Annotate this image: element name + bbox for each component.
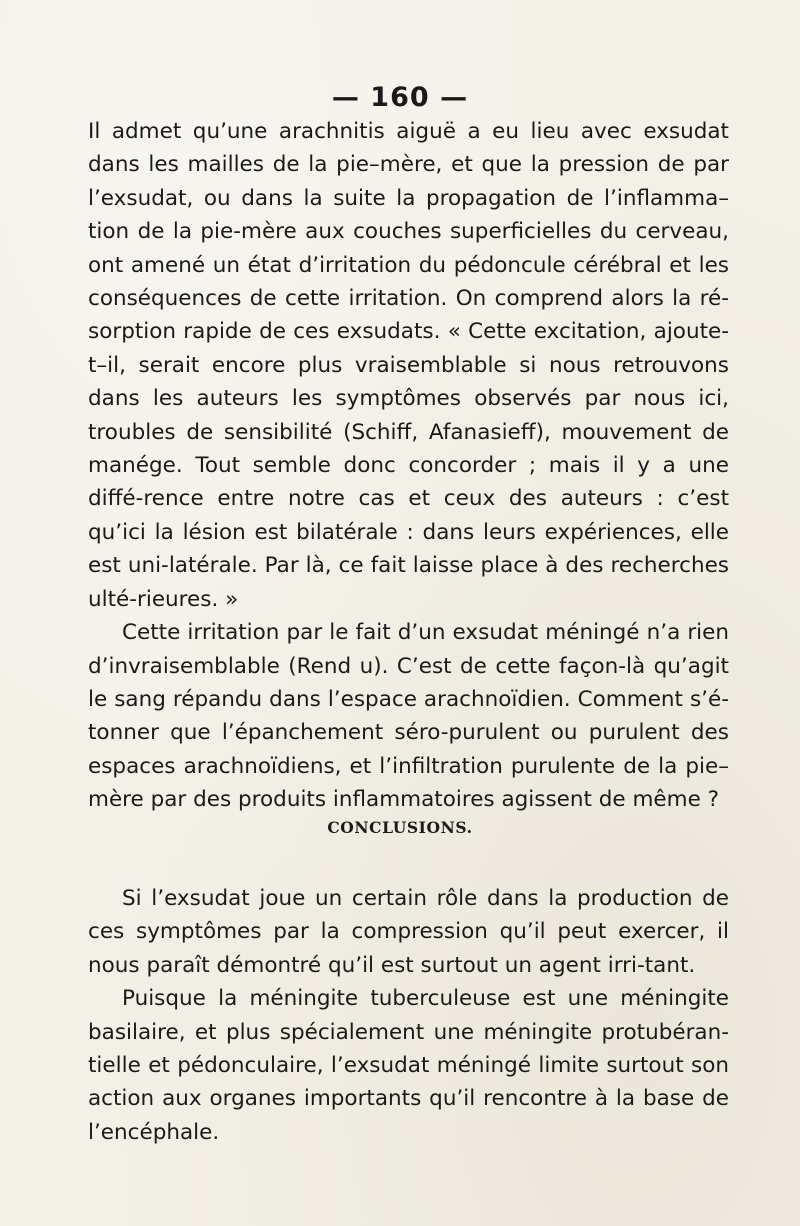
page-number: — 160 — xyxy=(331,82,469,113)
section-heading-conclusions: CONCLUSIONS. xyxy=(327,818,473,837)
body-text-top xyxy=(88,115,729,817)
paragraph-meningite: Puisque la méningite tuberculeuse est une méningite basilaire, et plus spécialement une méningite protubéran-tielle et pédonculaire, l’exsudat méningé limite surtout son action aux organes importants qu’il rencontre à la base de l’encéphale. xyxy=(88,986,729,1145)
body-text-conclusions xyxy=(88,882,729,1149)
paragraph-exsudat: Si l’exsudat joue un certain rôle dans la production de ces symptômes par la compression qu’il peut exercer, il nous paraît démontré qu’il est surtout un agent irri-tant. xyxy=(88,886,729,978)
paragraph-arachnitis: Il admet qu’une arachnitis aiguë a eu lieu avec exsudat dans les mailles de la pie–mère, et que la pression de par l’exsudat, ou dans la suite la propagation de l’inflamma–tion de la pie-mère aux couches superficielles du cerveau, ont amené un état d’irritation du pédoncule cérébral et les conséquences de cette irritation. On comprend alors la ré-sorption rapide de ces exsudats. « Cette excitation, ajoute-t–il, serait encore plus vraisemblable si nous retrouvons dans les auteurs les symptômes observés par nous ici, troubles de sensibilité (Schiff, Afanasieff), mouvement de manége. Tout semble donc concorder ; mais il y a une diffé-rence entre notre cas et ceux des auteurs : c’est qu’ici la lésion est bilatérale : dans leurs expériences, elle est uni-latérale. Par là, ce fait laisse place à des recherches ulté-rieures. » xyxy=(88,119,729,612)
paragraph-irritation: Cette irritation par le fait d’un exsudat méningé n’a rien d’invraisemblable (Rend u). C’est de cette façon-là qu’agit le sang répandu dans l’espace arachnoïdien. Comment s’é-tonner que l’épanchement séro-purulent ou purulent des espaces arachnoïdiens, et l’infiltration purulente de la pie–mère par des produits inflammatoires agissent de même ? xyxy=(88,620,729,813)
